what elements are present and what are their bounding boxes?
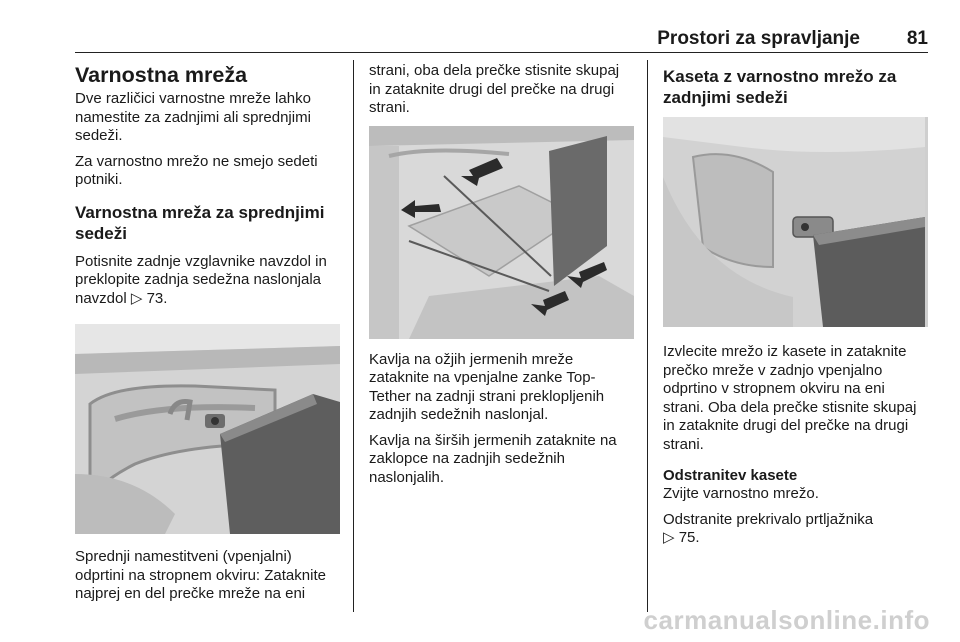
column-divider-1 <box>353 60 354 612</box>
figure-net-cassette <box>663 117 928 327</box>
page-number: 81 <box>906 28 928 49</box>
column-divider-2 <box>647 60 648 612</box>
figure-front-net-mount <box>75 324 340 534</box>
subsection-heading: Varnostna mreža za sprednjimi sedeži <box>75 202 325 243</box>
page-ref: 73. <box>146 289 168 307</box>
paragraph: Kavlja na ožjih jermenih mreže zataknite na vpenjalne zanke Top-Tether na zadnji strani preklopljenih zadnjih sedežnih naslonjal. <box>369 350 605 423</box>
page-ref-icon: ▷ <box>130 289 143 307</box>
watermark: carmanualsonline.info <box>643 605 930 635</box>
column-3 <box>663 62 928 555</box>
column-1 <box>75 62 340 611</box>
figure-rear-seat-straps <box>369 126 634 339</box>
section-heading: Varnostna mreža <box>75 63 248 87</box>
paragraph: Odstranite prekrivalo prtljažnika ▷ 75. <box>663 510 874 546</box>
paragraph: Izvlecite mrežo iz kasete in zataknite prečko mreže v zadnjo vpenjalno odprtino v stropnem okviru na eni strani. Oba dela prečke stisnite skupaj in zataknite drugi del prečke na drugi strani. <box>663 343 917 453</box>
paragraph: Kavlja na širših jermenih zataknite na zaklopce na zadnjih sedežnih naslonjalih. <box>369 431 617 486</box>
subsection-heading: Odstranitev kasete <box>663 467 798 484</box>
header-title: Prostori za spravljanje <box>657 28 860 49</box>
figure-caption: Sprednji namestitveni (vpenjalni) odprtini na stropnem okviru: Zataknite najprej en del prečke mreže na eni <box>75 548 326 602</box>
section-heading: Kaseta z varnostno mrežo za zadnjimi sedeži <box>663 67 897 107</box>
paragraph: strani, oba dela prečke stisnite skupaj in zataknite drugi del prečke na drugi strani. <box>369 62 620 116</box>
page-ref-icon: ▷ <box>663 529 675 546</box>
paragraph: Potisnite zadnje vzglavnike navzdol in preklopite zadnja sedežna naslonjala navzdol ▷ 73. <box>75 252 327 307</box>
paragraph: Za varnostno mrežo ne smejo sedeti potniki. <box>75 152 318 188</box>
column-2 <box>369 62 634 494</box>
paragraph: Dve različici varnostne mreže lahko namestite za zadnjimi ali sprednjimi sedeži. <box>75 90 311 144</box>
header-rule <box>75 52 928 53</box>
page-ref: 75. <box>678 529 700 546</box>
paragraph: Zvijte varnostno mrežo. <box>663 485 819 502</box>
